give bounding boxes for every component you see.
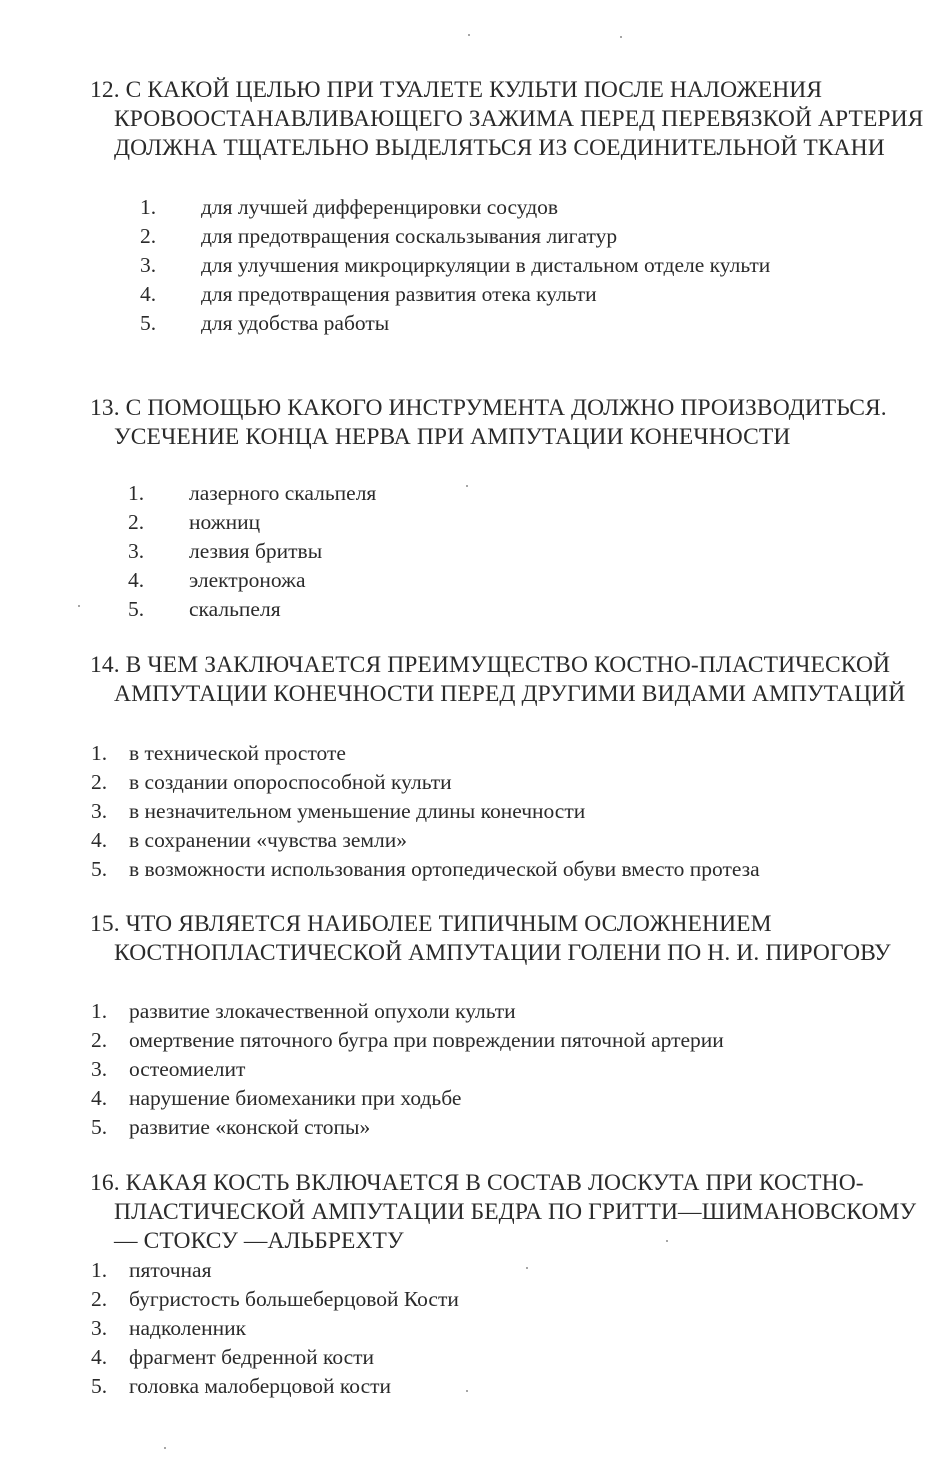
scan-speck — [526, 1267, 528, 1269]
question-16-title: 16. КАКАЯ КОСТЬ ВКЛЮЧАЕТСЯ В СОСТАВ ЛОСКУТА ПРИ КОСТНО-ПЛАСТИЧЕСКОЙ АМПУТАЦИИ БЕДРА ПО ГРИТТИ—ШИМАНОВСКОМУ — СТОКСУ —АЛЬБРЕХТУ — [90, 1170, 917, 1254]
scan-speck — [78, 605, 80, 607]
scan-speck — [466, 485, 468, 487]
question-13-title: 13. С ПОМОЩЬЮ КАКОГО ИНСТРУМЕНТА ДОЛЖНО ПРОИЗВОДИТЬСЯ. УСЕЧЕНИЕ КОНЦА НЕРВА ПРИ АМПУТАЦИИ КОНЕЧНОСТИ — [90, 395, 887, 450]
scan-speck — [620, 36, 622, 38]
question-12-title: 12. С КАКОЙ ЦЕЛЬЮ ПРИ ТУАЛЕТЕ КУЛЬТИ ПОСЛЕ НАЛОЖЕНИЯ КРОВООСТАНАВЛИВАЮЩЕГО ЗАЖИМА ПЕРЕД ПЕРЕВЯЗКОЙ АРТЕРИЯ ДОЛЖНА ТЩАТЕЛЬНО ВЫДЕЛЯТЬСЯ ИЗ СОЕДИНИТЕЛЬНОЙ ТКАНИ — [90, 77, 924, 161]
question-14-title: 14. В ЧЕМ ЗАКЛЮЧАЕТСЯ ПРЕИМУЩЕСТВО КОСТНО-ПЛАСТИЧЕСКОЙ АМПУТАЦИИ КОНЕЧНОСТИ ПЕРЕД ДРУГИМИ ВИДАМИ АМПУТАЦИЙ — [90, 652, 906, 707]
scan-speck — [468, 34, 470, 36]
question-15-title: 15. ЧТО ЯВЛЯЕТСЯ НАИБОЛЕЕ ТИПИЧНЫМ ОСЛОЖНЕНИЕМ КОСТНОПЛАСТИЧЕСКОЙ АМПУТАЦИИ ГОЛЕНИ ПО Н. И. ПИРОГОВУ — [90, 911, 891, 966]
scan-speck — [466, 1390, 468, 1392]
scan-speck — [666, 1240, 668, 1242]
scan-speck — [164, 1447, 166, 1449]
